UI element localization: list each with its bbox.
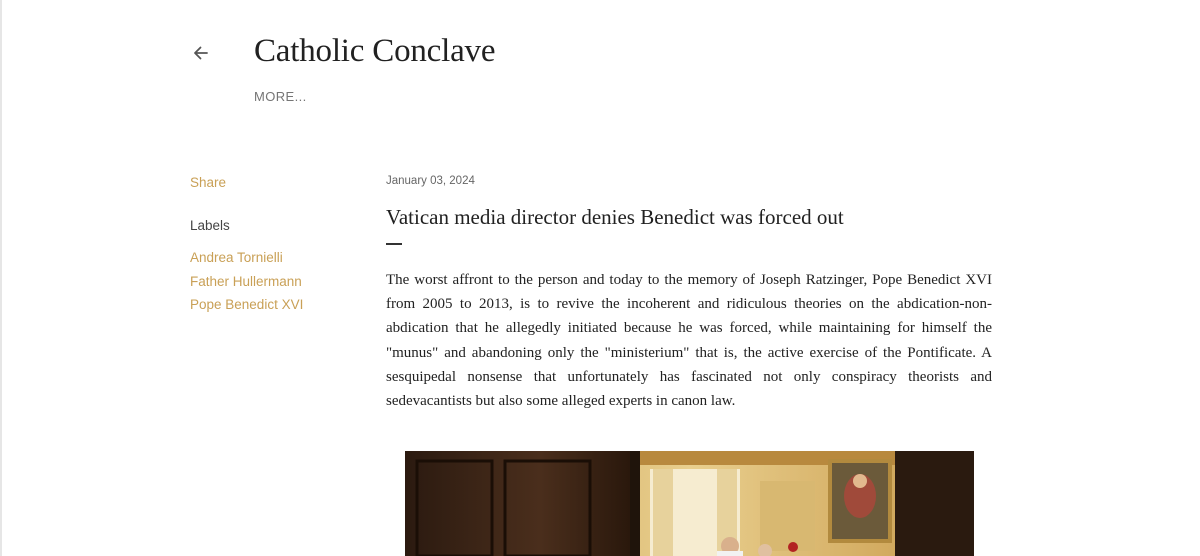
back-button[interactable]	[190, 42, 212, 64]
post-image[interactable]	[405, 451, 974, 556]
post-body: The worst affront to the person and today to the memory of Joseph Ratzinger, Pope Benedict XVI from 2005 to 2013, is to revive the incoherent and ridiculous theories on the abdication-non-abdication that he allegedly initiated because he was forced, while maintaining for himself the "munus" and abandoning only the "ministerium" that is, the active exercise of the Pontificate. A sesquipedal nonsense that unfortunately has fascinated not only conspiracy theorists and sedevacantists but also some alleged experts in canon law.	[386, 272, 992, 410]
label-link[interactable]: Pope Benedict XVI	[190, 297, 304, 312]
page-left-border	[0, 0, 2, 556]
share-link[interactable]: Share	[190, 175, 227, 190]
label-link[interactable]: Andrea Tornielli	[190, 250, 283, 265]
labels-heading: Labels	[190, 218, 230, 233]
labels-list	[190, 246, 303, 317]
label-link[interactable]: Father Hullermann	[190, 273, 302, 289]
post-date: January 03, 2024	[386, 175, 475, 187]
title-divider	[386, 243, 402, 245]
more-link[interactable]: MORE...	[254, 89, 307, 104]
post-title[interactable]: Vatican media director denies Benedict was forced out	[386, 205, 844, 229]
arrow-left-icon	[190, 42, 212, 64]
blog-title[interactable]: Catholic Conclave	[254, 33, 496, 69]
